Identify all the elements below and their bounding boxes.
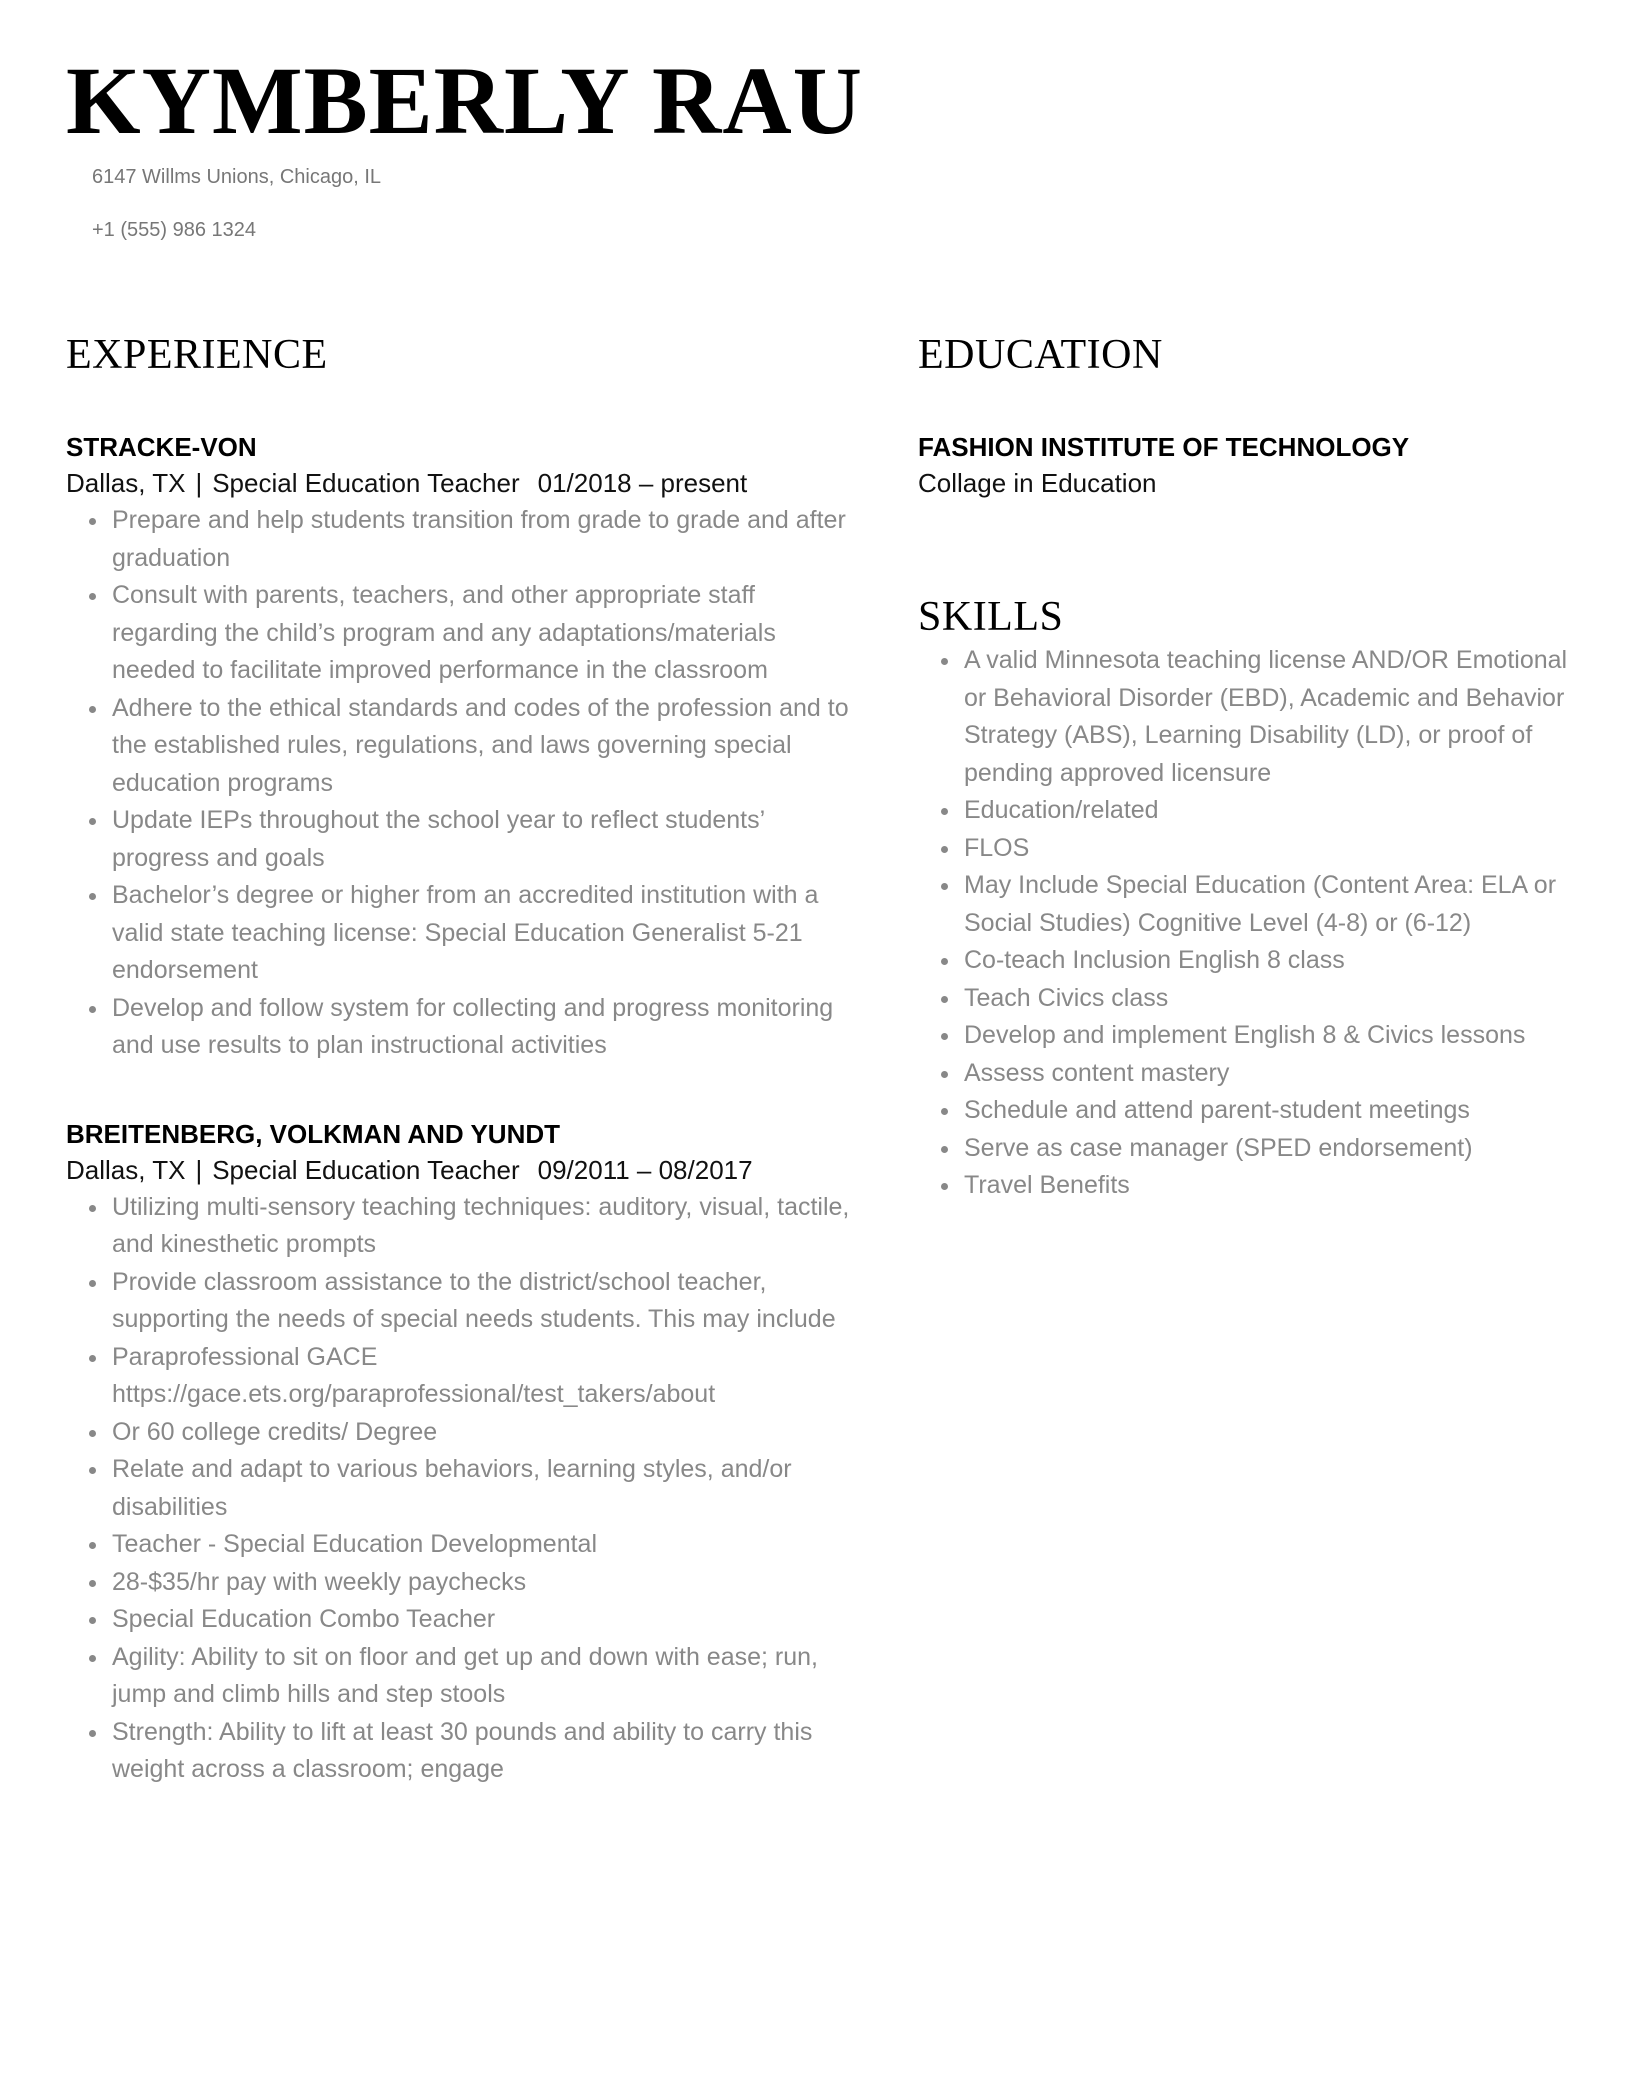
skill-item: • Teach Civics class — [962, 980, 1568, 1018]
education-school: FASHION INSTITUTE OF TECHNOLOGY — [918, 432, 1410, 462]
job-entry — [66, 1117, 866, 1789]
contact-phone: +1 (555) 986 1324 — [92, 219, 257, 241]
job-meta — [66, 464, 866, 502]
job-bullet: • Update IEPs throughout the school year to reflect students’ progress and goals — [110, 802, 866, 877]
job-bullet: • Teacher - Special Education Developmental — [110, 1526, 866, 1564]
education-degree: Collage in Education — [918, 468, 1157, 498]
job-dates: 01/2018 – present — [537, 468, 748, 498]
job-meta — [66, 1151, 866, 1189]
skill-item: • Assess content mastery — [962, 1055, 1568, 1093]
job-bullets — [66, 502, 866, 1065]
skill-item: • Schedule and attend parent-student meetings — [962, 1092, 1568, 1130]
job-bullets — [66, 1189, 866, 1789]
skill-item: • Education/related — [962, 792, 1568, 830]
education-entry — [918, 430, 1568, 502]
education-title: EDUCATION — [918, 332, 1163, 378]
job-bullet: • Agility: Ability to sit on floor and get up and down with ease; run, jump and climb hills and step stools — [110, 1639, 866, 1714]
job-location: Dallas, TX — [66, 468, 186, 498]
job-role: Special Education Teacher — [212, 1154, 520, 1185]
job-bullet: • Paraprofessional GACE https://gace.ets.org/paraprofessional/test_takers/about — [110, 1339, 866, 1414]
job-separator: | — [195, 468, 203, 498]
skill-item: • A valid Minnesota teaching license AND/OR Emotional or Behavioral Disorder (EBD), Academic and Behavior Strategy (ABS), Learning Disability (LD), or proof of pending approved licensure — [962, 642, 1568, 792]
job-company: STRACKE-VON — [66, 432, 257, 462]
contact-address: 6147 Willms Unions, Chicago, IL — [92, 166, 382, 188]
skill-item: • Co-teach Inclusion English 8 class — [962, 942, 1568, 980]
job-bullet: • Prepare and help students transition from grade to grade and after graduation — [110, 502, 866, 577]
job-role: Special Education Teacher — [212, 468, 520, 498]
skills-title: SKILLS — [918, 594, 1064, 640]
job-separator: | — [195, 1154, 203, 1185]
job-bullet: • Or 60 college credits/ Degree — [110, 1414, 866, 1452]
experience-column — [66, 330, 866, 1789]
job-bullet: • Provide classroom assistance to the district/school teacher, supporting the needs of special needs students. This may include — [110, 1264, 866, 1339]
candidate-name: KYMBERLY RAU — [66, 47, 863, 154]
job-entry — [66, 430, 866, 1065]
education-skills-column — [918, 330, 1568, 1205]
job-bullet: • Special Education Combo Teacher — [110, 1601, 866, 1639]
experience-title: EXPERIENCE — [66, 332, 328, 378]
job-dates: 09/2011 – 08/2017 — [537, 1154, 753, 1185]
skill-item: • Serve as case manager (SPED endorsement) — [962, 1130, 1568, 1168]
job-location: Dallas, TX — [66, 1154, 186, 1185]
job-bullet: • Relate and adapt to various behaviors, learning styles, and/or disabilities — [110, 1451, 866, 1526]
job-bullet: • Consult with parents, teachers, and other appropriate staff regarding the child’s program and any adaptations/materials needed to facilitate improved performance in the classroom — [110, 577, 866, 690]
job-bullet: • 28-$35/hr pay with weekly paychecks — [110, 1564, 866, 1602]
job-bullet: • Develop and follow system for collecting and progress monitoring and use results to plan instructional activities — [110, 990, 866, 1065]
skill-item: • FLOS — [962, 830, 1568, 868]
job-bullet: • Adhere to the ethical standards and codes of the profession and to the established rules, regulations, and laws governing special education programs — [110, 690, 866, 803]
job-company: BREITENBERG, VOLKMAN AND YUNDT — [66, 1118, 561, 1149]
skills-list — [918, 642, 1568, 1205]
skill-item: • Travel Benefits — [962, 1167, 1568, 1205]
job-bullet: • Bachelor’s degree or higher from an accredited institution with a valid state teaching license: Special Education Generalist 5-21 endorsement — [110, 877, 866, 990]
job-bullet: • Utilizing multi-sensory teaching techniques: auditory, visual, tactile, and kinesthetic prompts — [110, 1189, 866, 1264]
job-bullet: • Strength: Ability to lift at least 30 pounds and ability to carry this weight across a classroom; engage — [110, 1714, 866, 1789]
skill-item: • May Include Special Education (Content Area: ELA or Social Studies) Cognitive Level (4-8) or (6-12) — [962, 867, 1568, 942]
skill-item: • Develop and implement English 8 & Civics lessons — [962, 1017, 1568, 1055]
